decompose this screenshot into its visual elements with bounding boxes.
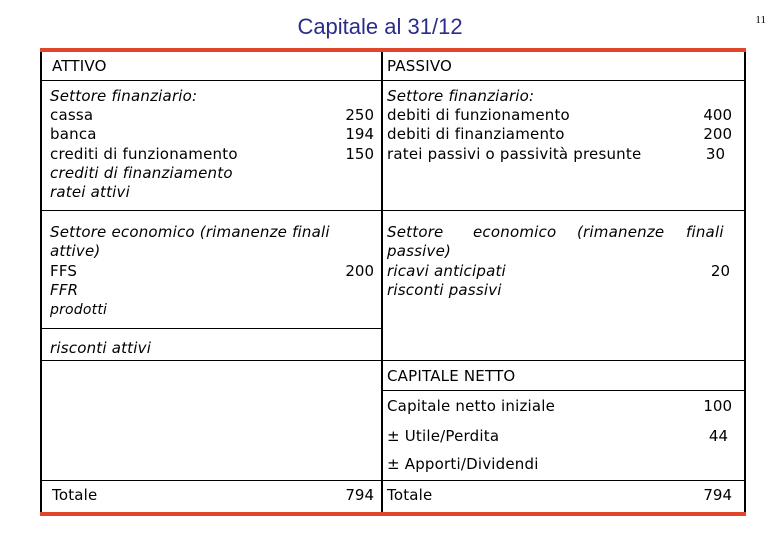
- passivo-totale-label: Totale: [387, 486, 433, 504]
- attivo-totale-label: Totale: [52, 486, 98, 504]
- capitale-netto-item-value: 44: [708, 427, 728, 445]
- attivo-item-label: FFR: [50, 281, 79, 299]
- passivo-item-label: debiti di finanziamento: [387, 125, 565, 143]
- attivo-item-value: 194: [345, 125, 374, 143]
- risconti-divider-left: [42, 360, 381, 361]
- bottom-border: [40, 512, 746, 516]
- passivo-economico-heading-d: finali: [686, 223, 724, 241]
- capitale-netto-item-label: ± Apporti/Dividendi: [387, 455, 539, 473]
- attivo-item-value: 150: [345, 145, 374, 163]
- passivo-item-value: 20: [710, 262, 730, 280]
- passivo-header: PASSIVO: [387, 57, 453, 75]
- center-divider: [381, 52, 383, 512]
- passivo-item-value: 30: [705, 145, 725, 163]
- attivo-item-label: ratei attivi: [50, 183, 130, 201]
- economico-divider-left: [42, 328, 381, 329]
- left-border: [40, 52, 42, 512]
- passivo-item-label: risconti passivi: [387, 281, 502, 299]
- header-divider: [42, 80, 744, 81]
- passivo-item-value: 400: [703, 106, 732, 124]
- passivo-economico-heading-c: (rimanenze: [577, 223, 665, 241]
- page-number: 11: [755, 14, 766, 26]
- right-border: [744, 52, 746, 512]
- totale-divider-left: [42, 480, 381, 481]
- page-title: Capitale al 31/12: [297, 14, 463, 39]
- finanziario-divider: [42, 210, 744, 211]
- passivo-economico-heading-b: economico: [473, 223, 557, 241]
- attivo-item-label: crediti di finanziamento: [50, 164, 233, 182]
- capitale-netto-divider: [383, 390, 744, 391]
- passivo-economico-heading-a: Settore: [387, 223, 444, 241]
- attivo-item-value: 250: [345, 106, 374, 124]
- attivo-finanziario-heading: Settore finanziario:: [50, 87, 198, 105]
- passivo-economico-heading-cont: passive): [387, 242, 452, 260]
- passivo-totale-value: 794: [703, 486, 732, 504]
- attivo-economico-heading: Settore economico (rimanenze finali: [50, 223, 330, 241]
- capitale-netto-item-value: 100: [703, 397, 732, 415]
- attivo-totale-value: 794: [345, 486, 374, 504]
- attivo-economico-heading-cont: attive): [50, 242, 101, 260]
- totale-divider-right: [383, 480, 744, 481]
- capitale-netto-item-label: ± Utile/Perdita: [387, 427, 500, 445]
- capitale-netto-item-label: Capitale netto iniziale: [387, 397, 556, 415]
- economico-divider-right: [383, 360, 744, 361]
- passivo-item-label: ratei passivi o passività presunte: [387, 145, 642, 163]
- attivo-item-label: banca: [50, 125, 97, 143]
- passivo-item-label: debiti di funzionamento: [387, 106, 570, 124]
- attivo-item-label: prodotti: [50, 302, 108, 318]
- attivo-item-label: FFS: [50, 262, 78, 280]
- attivo-item-label: crediti di funzionamento: [50, 145, 238, 163]
- passivo-finanziario-heading: Settore finanziario:: [387, 87, 535, 105]
- risconti-attivi-label: risconti attivi: [50, 339, 152, 357]
- attivo-item-value: 200: [345, 262, 374, 280]
- passivo-item-label: ricavi anticipati: [387, 262, 506, 280]
- attivo-item-label: cassa: [50, 106, 94, 124]
- passivo-item-value: 200: [703, 125, 732, 143]
- attivo-header: ATTIVO: [52, 57, 107, 75]
- capitale-netto-header: CAPITALE NETTO: [387, 367, 516, 385]
- top-border: [40, 48, 746, 52]
